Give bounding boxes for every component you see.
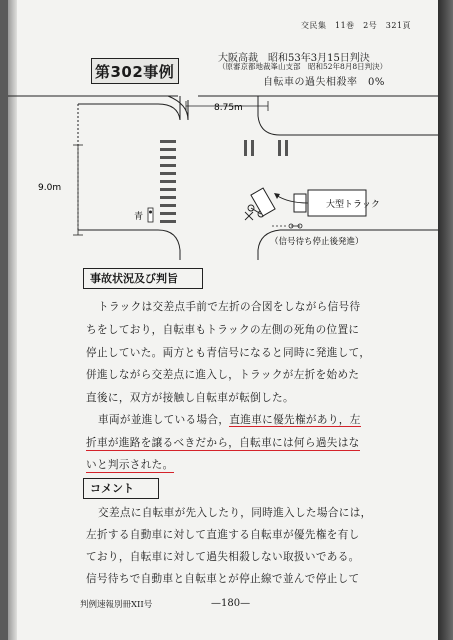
book-page xyxy=(8,0,438,640)
para-line: 停止していた。両方とも青信号になると同時に発進して， xyxy=(86,347,371,359)
height-dimension xyxy=(73,145,83,235)
signal-label: 青 xyxy=(134,212,144,222)
comment-line: ており，自転車に対して過失相殺しない取扱いである。 xyxy=(86,551,360,563)
negligence-rate: 自転車の過失相殺率 0% xyxy=(263,77,385,88)
bicycle-start-icon xyxy=(289,224,302,228)
width-label: 8.75m xyxy=(214,103,243,113)
case-citation: 交民集 11巻 2号 321頁 xyxy=(301,21,412,30)
curb-top-left xyxy=(78,96,180,120)
intersection-diagram xyxy=(8,0,438,260)
highlighted-ruling-line: 折車が進路を譲るべきだから，自転車には何ら過失はな xyxy=(86,437,360,449)
truck-label: 大型トラック xyxy=(326,200,380,210)
para-line: 直後に，双方が接触し自転車が転倒した。 xyxy=(86,392,294,404)
case-title: 第302事例 xyxy=(95,63,175,81)
curb-bottom-left xyxy=(78,230,180,260)
comment-line: 信号待ちで自動車と自転車とが停止線で並んで停止して xyxy=(86,573,360,585)
page-number: —180— xyxy=(211,598,251,609)
book-edge-shadow xyxy=(438,0,453,640)
court-ruling: 大阪高裁 昭和53年3月15日判決 xyxy=(218,53,370,64)
para-line: 車両が並進している場合，直進車に優先権があり，左 xyxy=(98,414,361,426)
comment-line: 交差点に自転車が先入したり，同時進入した場合には， xyxy=(98,507,372,519)
height-label: 9.0m xyxy=(38,183,62,193)
highlighted-ruling-end: いと判示された。 xyxy=(86,459,174,471)
diagram-caption: （信号待ち停止後発進） xyxy=(270,237,364,247)
comment-line: 左折する自動車に対して直進する自転車が優先権を有し xyxy=(86,529,360,541)
section-title-comment: コメント xyxy=(90,482,134,495)
para-line: トラックは交差点手前で左折の合図をしながら信号待 xyxy=(98,301,361,313)
highlighted-ruling: 直進車に優先権があり，左 xyxy=(229,414,361,426)
curb-top-right xyxy=(258,96,438,135)
publication-name: 判例速報別冊XII号 xyxy=(80,600,153,610)
section-title-accident: 事故状況及び判旨 xyxy=(90,272,178,285)
para-line: 併進しながら交差点に進入し，トラックが左折を始めた xyxy=(86,369,360,381)
original-ruling: （原審京都地裁峯山支部 昭和52年8月8日判決） xyxy=(218,62,388,71)
corner-top-left xyxy=(168,96,188,120)
traffic-light-icon xyxy=(148,208,153,222)
para-line: ちをしており，自転車もトラックの左側の死角の位置に xyxy=(86,324,360,336)
